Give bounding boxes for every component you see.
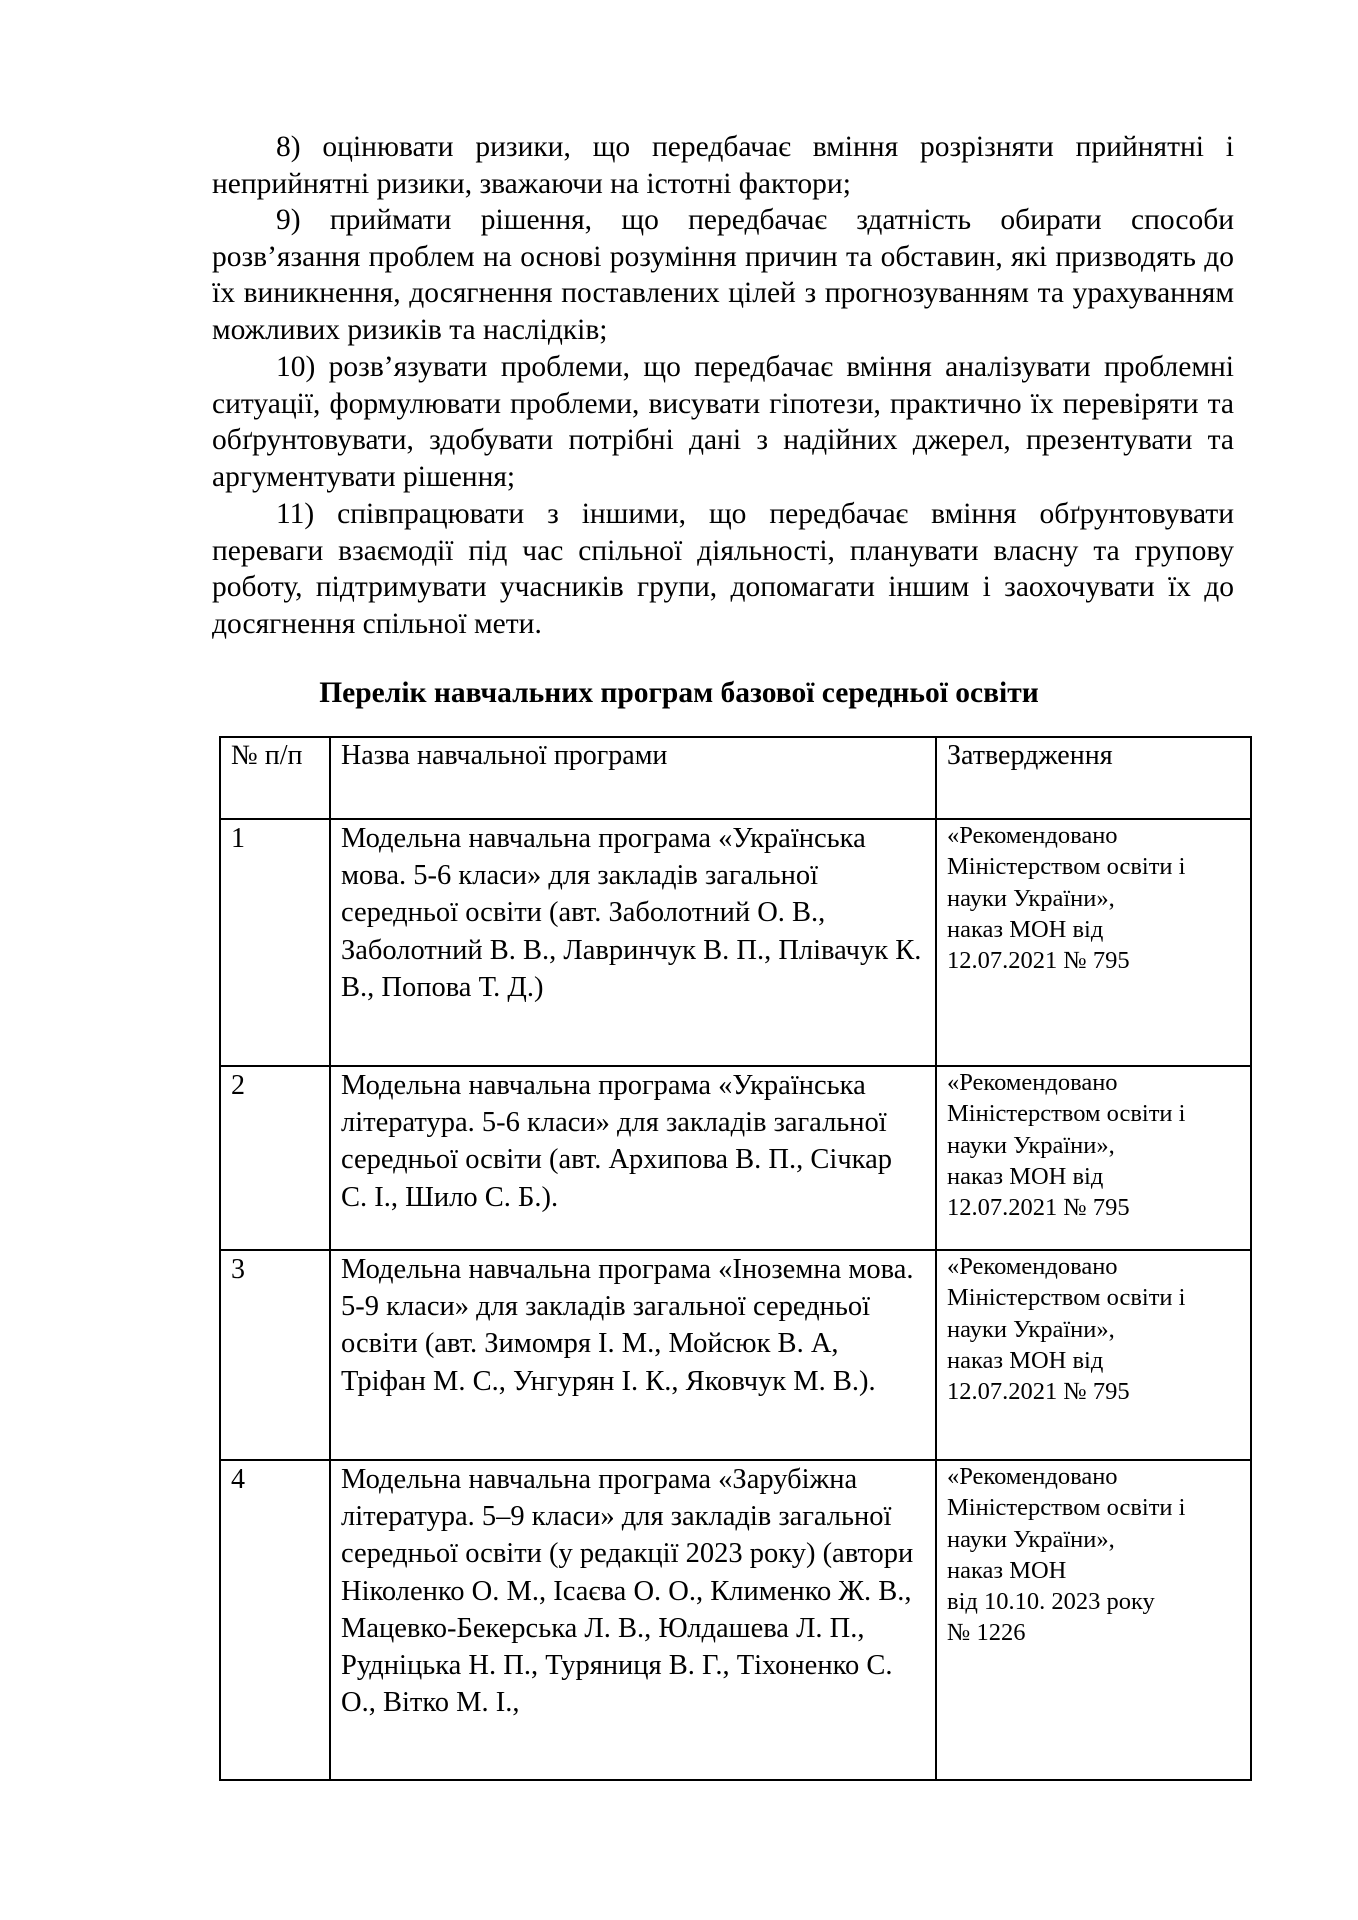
- paragraph-11-rest: переваги взаємодії під час спільної діяльності, планувати власну та групову роботу, підтримувати учасників групи, допомагати іншим і заохочувати їх до досягнення спільної мети.: [212, 534, 1234, 640]
- table-header-row: [220, 737, 1251, 819]
- row-program-name: Модельна навчальна програма «Зарубіжна література. 5–9 класи» для закладів загальної середньої освіти (у редакції 2023 року) (автори Ніколенко О. М., Ісаєва О. О., Клименко Ж. В., Мацевко-Бекерська Л. В., Юлдашева Л. П., Рудніцька Н. П., Туряниця В. Г., Тіхоненко С. О., Вітко М. І.,: [330, 1460, 936, 1780]
- row-num: 3: [220, 1250, 330, 1460]
- paragraph-item-8: [212, 129, 1234, 202]
- paragraph-item-11: [212, 496, 1234, 642]
- paragraph-9-rest: розв’язання проблем на основі розуміння причин та обставин, які призводять до їх виникнення, досягнення поставлених цілей з прогнозуванням та урахуванням можливих ризиків та наслідків;: [212, 240, 1234, 346]
- row-approval: «Рекомендовано Міністерством освіти і науки України», наказ МОН від 12.07.2021 № 795: [936, 819, 1251, 1066]
- row-approval: «Рекомендовано Міністерством освіти і науки України», наказ МОН від 10.10. 2023 року № 1226: [936, 1460, 1251, 1780]
- row-approval: «Рекомендовано Міністерством освіти і науки України», наказ МОН від 12.07.2021 № 795: [936, 1066, 1251, 1250]
- paragraph-item-10: [212, 349, 1234, 495]
- paragraph-8-rest: неприйнятні ризики, зважаючи на істотні фактори;: [212, 167, 851, 200]
- row-num: 2: [220, 1066, 330, 1250]
- paragraph-item-9: [212, 202, 1234, 348]
- table-row: [220, 1250, 1251, 1460]
- row-program-name: Модельна навчальна програма «Іноземна мова. 5-9 класи» для закладів загальної середньої освіти (авт. Зимомря І. М., Мойсюк В. А, Тріфан М. С., Унгурян І. К., Яковчук М. В.).: [330, 1250, 936, 1460]
- row-num: 4: [220, 1460, 330, 1780]
- row-num: 1: [220, 819, 330, 1066]
- header-approval: Затвердження: [936, 737, 1251, 819]
- table-row: [220, 819, 1251, 1066]
- header-num: № п/п: [220, 737, 330, 819]
- header-name: Назва навчальної програми: [330, 737, 936, 819]
- paragraph-11-line1: 11) співпрацювати з іншими, що передбачає вміння обґрунтовувати: [276, 498, 1234, 530]
- paragraph-9-line1: 9) приймати рішення, що передбачає здатність обирати способи: [276, 204, 1234, 236]
- row-program-name: Модельна навчальна програма «Українська мова. 5-6 класи» для закладів загальної середньої освіти (авт. Заболотний О. В., Заболотний В. В., Лавринчук В. П., Плівачук К. В., Попова Т. Д.): [330, 819, 936, 1066]
- paragraph-10-rest: проблемні ситуації, формулювати проблеми, висувати гіпотези, практично їх перевіряти та обґрунтовувати, здобувати потрібні дані з надійних джерел, презентувати та аргументувати рішення;: [212, 351, 1234, 493]
- row-program-name: Модельна навчальна програма «Українська література. 5-6 класи» для закладів загальної середньої освіти (авт. Архипова В. П., Січкар С. І., Шило С. Б.).: [330, 1066, 936, 1250]
- programs-table: [219, 736, 1252, 1781]
- row-approval: «Рекомендовано Міністерством освіти і науки України», наказ МОН від 12.07.2021 № 795: [936, 1250, 1251, 1460]
- paragraph-10-line1: 10) розв’язувати проблеми, що передбачає вміння аналізувати: [276, 351, 1091, 383]
- paragraph-8-line1: 8) оцінювати ризики, що передбачає вміння розрізняти прийнятні і: [276, 131, 1234, 163]
- table-row: [220, 1066, 1251, 1250]
- table-row: [220, 1460, 1251, 1780]
- list-title: Перелік навчальних програм базової середньої освіти: [319, 677, 1039, 709]
